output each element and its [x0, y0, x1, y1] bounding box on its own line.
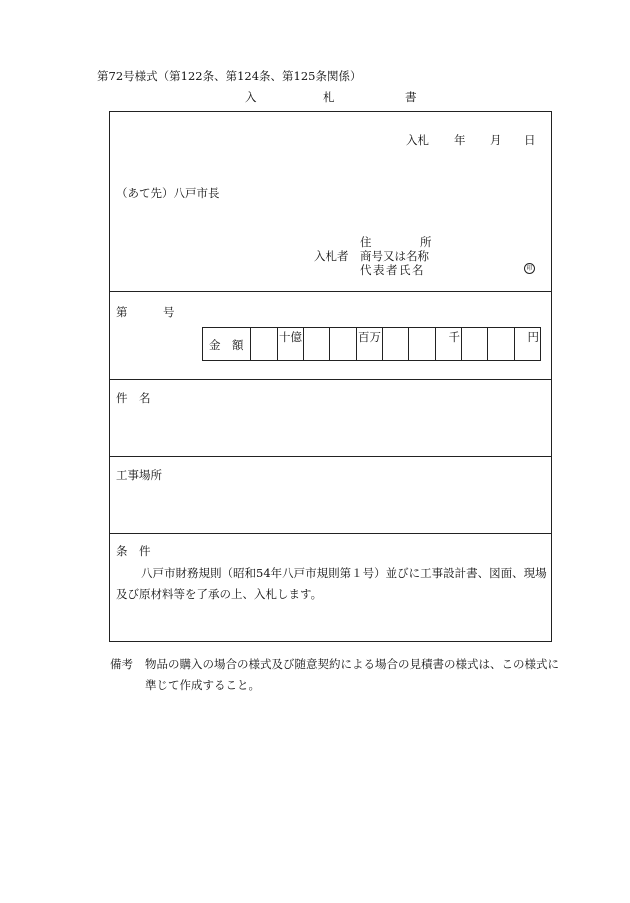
addressee: （あて先）八戸市長	[116, 186, 220, 200]
number-prefix: 第	[116, 305, 128, 319]
date-month: 月	[490, 133, 502, 147]
bidder-representative-label: 代表者氏名	[360, 263, 425, 277]
form-number: 第72号様式（第122条、第124条、第125条関係）	[97, 69, 362, 83]
remarks-text-line2: 準じて作成すること。	[145, 678, 260, 692]
remarks-label: 備考	[110, 657, 133, 671]
amount-digit-cell	[250, 328, 277, 360]
amount-digit-cell	[356, 328, 382, 360]
amount-digit-cell	[382, 328, 408, 360]
date-year: 年	[454, 133, 466, 147]
conditions-text-line1: 八戸市財務規則（昭和54年八戸市規則第１号）並びに工事設計書、図面、現場	[141, 566, 547, 580]
amount-digit-cell	[329, 328, 356, 360]
title-char-1: 入	[245, 90, 257, 104]
unit-billion: 十億	[279, 330, 302, 344]
unit-million: 百万	[358, 330, 381, 344]
amount-label: 金 額	[209, 338, 244, 352]
remarks-text-line1: 物品の購入の場合の様式及び随意契約による場合の見積書の様式は、この様式に	[145, 657, 559, 671]
amount-digit-cell	[303, 328, 329, 360]
row-divider	[110, 291, 551, 292]
bidder-company-label: 商号又は名称	[360, 249, 429, 263]
number-suffix: 号	[163, 305, 175, 319]
amount-digit-cell	[408, 328, 435, 360]
amount-digit-cell	[487, 328, 514, 360]
title-char-3: 書	[405, 90, 417, 104]
row-divider	[110, 379, 551, 380]
title-char-2: 札	[323, 90, 335, 104]
amount-grid	[202, 327, 541, 361]
row-divider	[110, 456, 551, 457]
site-label: 工事場所	[116, 468, 162, 482]
date-day: 日	[524, 133, 536, 147]
unit-thousand: 千	[448, 330, 460, 344]
bidder-address-char-1: 住	[360, 235, 372, 249]
conditions-label: 条 件	[116, 544, 151, 558]
amount-digit-cell	[461, 328, 487, 360]
amount-digit-cell	[514, 328, 540, 360]
date-label: 入札	[406, 133, 429, 147]
conditions-text-line2: 及び原材料等を了承の上、入札します。	[116, 587, 323, 601]
amount-digit-cell	[435, 328, 461, 360]
row-divider	[110, 533, 551, 534]
bidder-address-char-2: 所	[420, 235, 432, 249]
subject-label: 件 名	[116, 391, 151, 405]
unit-yen: 円	[527, 330, 539, 344]
bidder-label: 入札者	[314, 249, 349, 263]
amount-digit-cell	[277, 328, 303, 360]
seal-mark: 印	[524, 263, 535, 274]
